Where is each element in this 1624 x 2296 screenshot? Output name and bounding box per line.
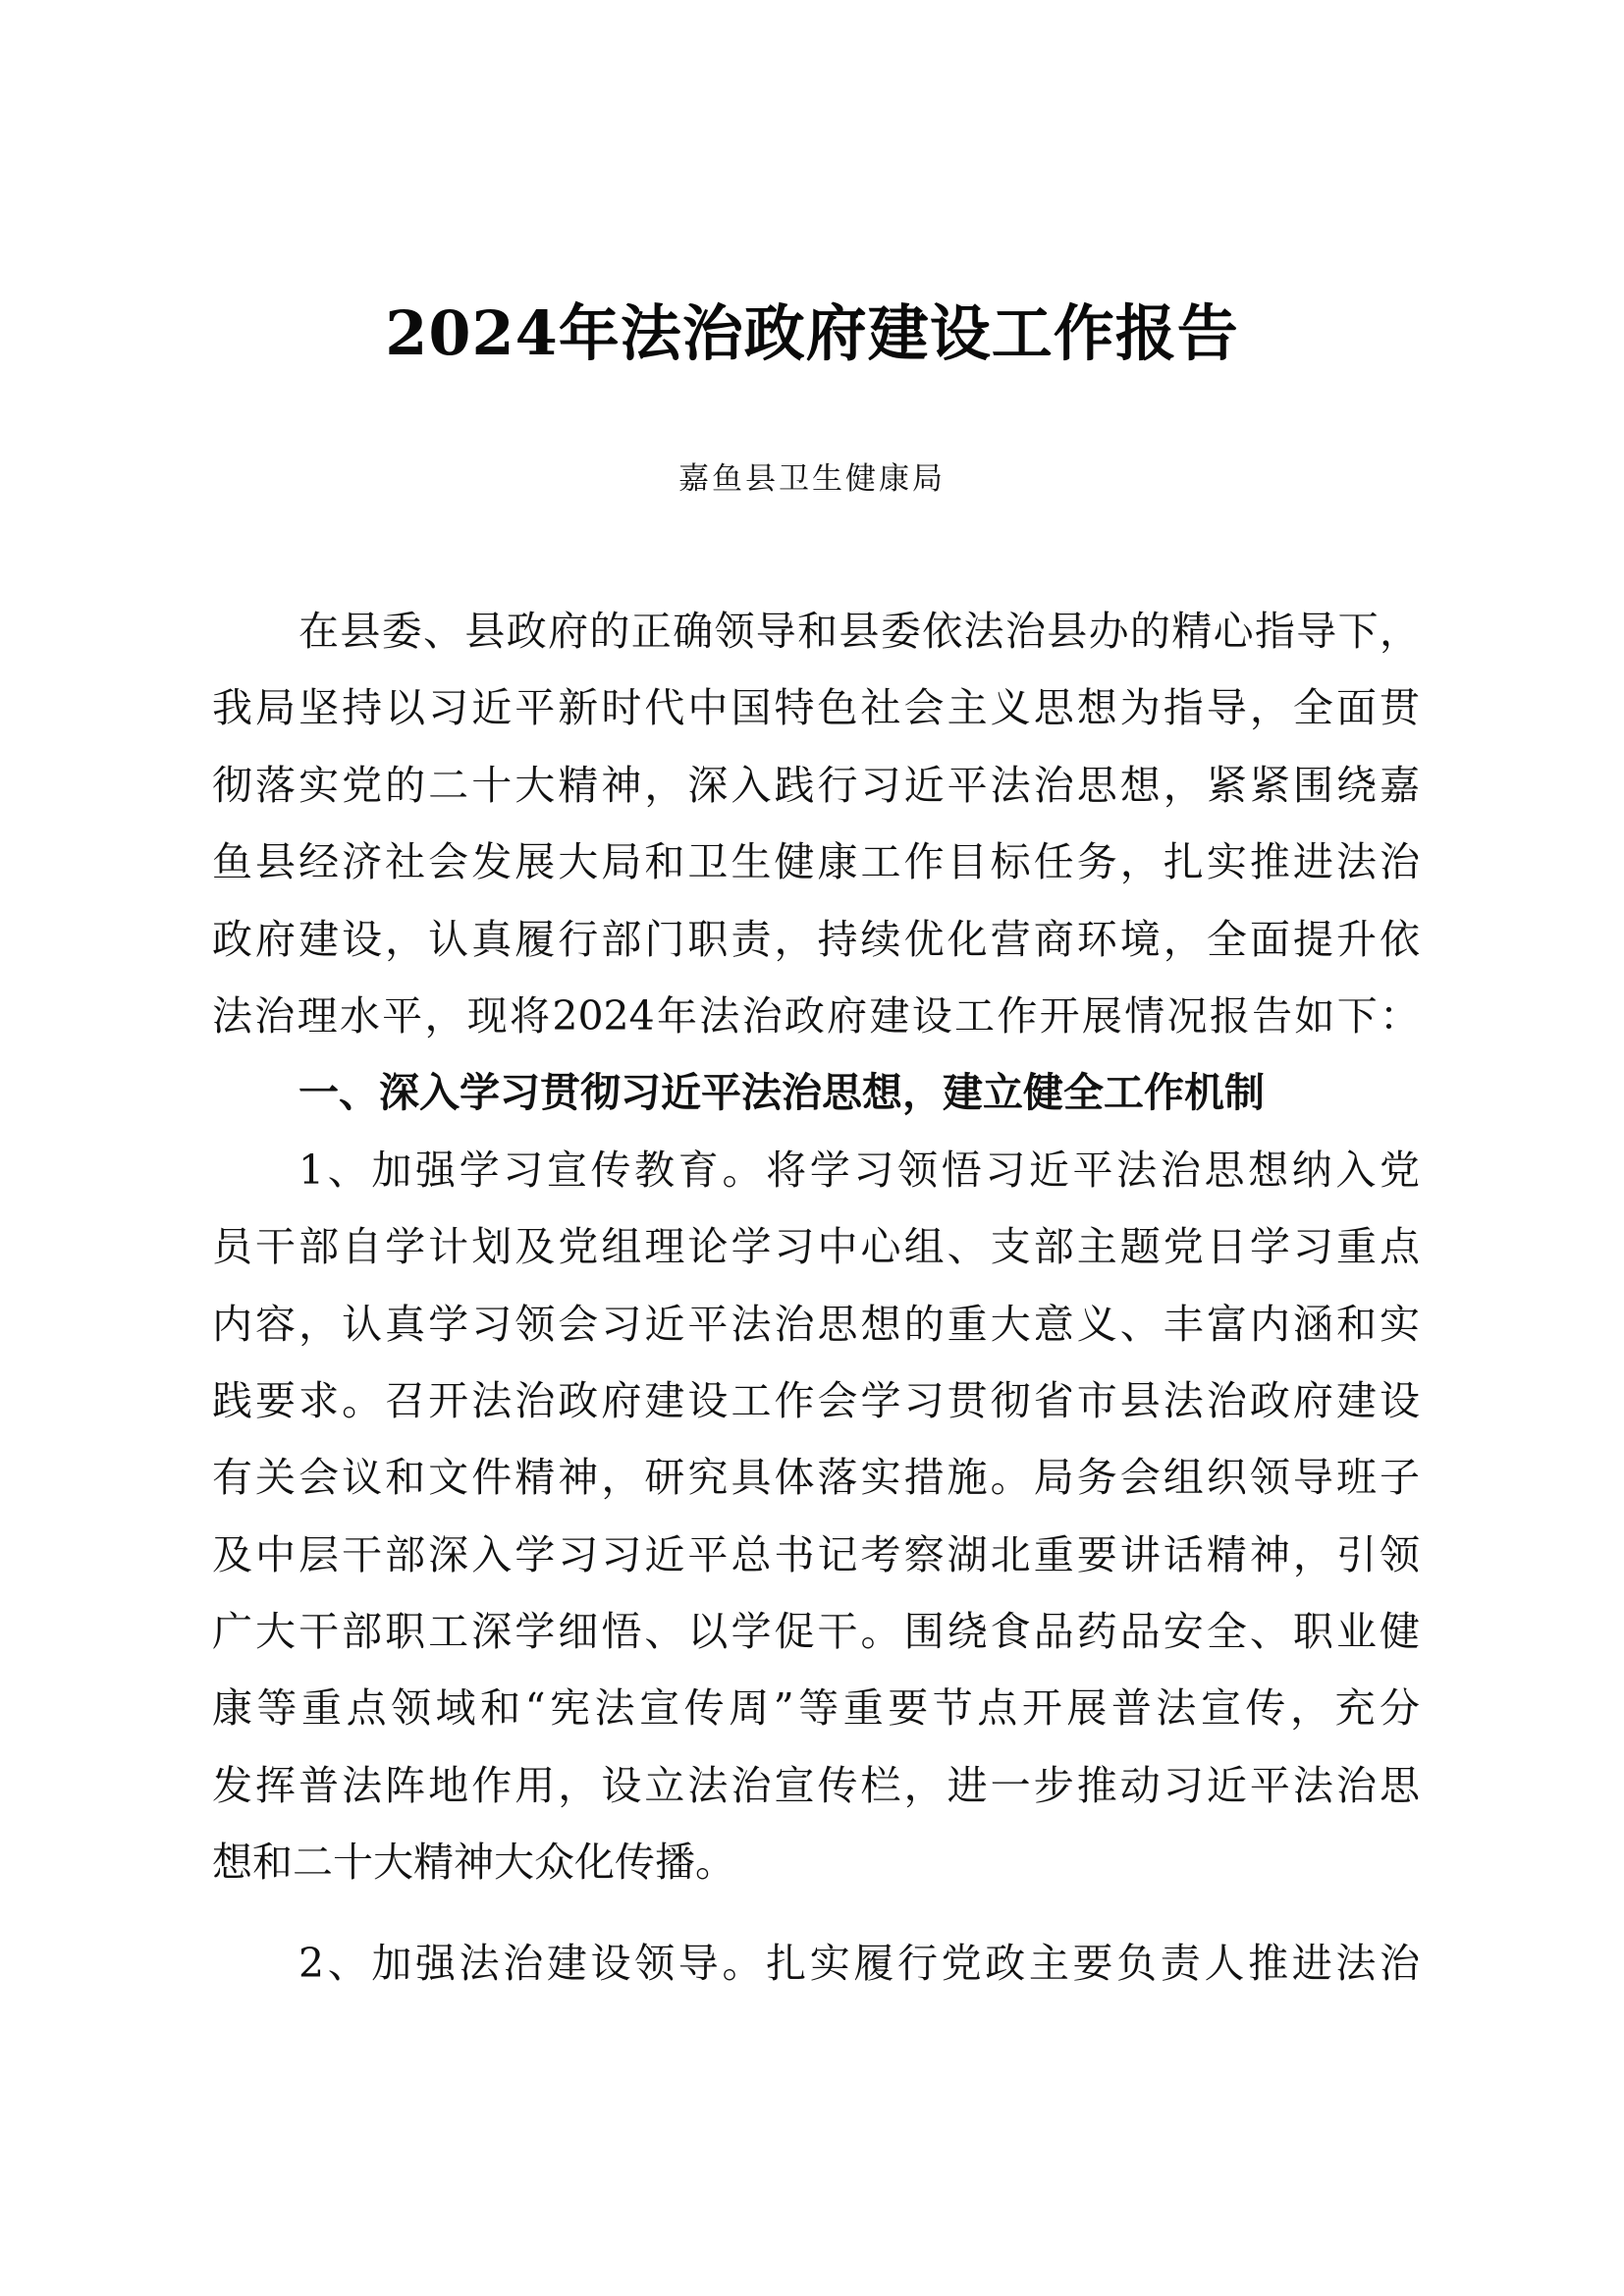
document-body [212, 593, 1420, 2002]
paragraph-line: 康等重点领域和“宪法宣传周”等重要节点开展普法宣传，充分 [212, 1684, 1420, 1733]
paragraph-line: 有关会议和文件精神，研究具体落实措施。局务会组织领导班子 [212, 1454, 1420, 1502]
paragraph-spacer [212, 1901, 1420, 1925]
paragraph-line: 发挥普法阵地作用，设立法治宣传栏，进一步推动习近平法治思 [212, 1761, 1420, 1809]
paragraph-line: 法治理水平，现将2024年法治政府建设工作开展情况报告如下： [212, 991, 1420, 1040]
paragraph-line: 鱼县经济社会发展大局和卫生健康工作目标任务，扎实推进法治 [212, 838, 1420, 886]
paragraph-line: 政府建设，认真履行部门职责，持续优化营商环境，全面提升依 [212, 915, 1420, 963]
paragraph-line: 在县委、县政府的正确领导和县委依法治县办的精心指导下， [298, 608, 1420, 655]
document-title: 2024年法治政府建设工作报告 [385, 297, 1239, 369]
paragraph-line: 践要求。召开法治政府建设工作会学习贯彻省市县法治政府建设 [212, 1376, 1420, 1424]
paragraph-line: 我局坚持以习近平新时代中国特色社会主义思想为指导，全面贯 [212, 684, 1420, 732]
paragraph-line: 员干部自学计划及党组理论学习中心组、支部主题党日学习重点 [212, 1223, 1420, 1271]
document-author: 嘉鱼县卫生健康局 [678, 461, 946, 497]
paragraph-line: 内容，认真学习领会习近平法治思想的重大意义、丰富内涵和实 [212, 1300, 1420, 1348]
paragraph-line: 彻落实党的二十大精神，深入践行习近平法治思想，紧紧围绕嘉 [212, 761, 1420, 809]
paragraph-line: 广大干部职工深学细悟、以学促干。围绕食品药品安全、职业健 [212, 1608, 1420, 1656]
paragraph-line: 及中层干部深入学习习近平总书记考察湖北重要讲话精神，引领 [212, 1530, 1420, 1578]
paragraph-line: 想和二十大精神大众化传播。 [212, 1839, 735, 1887]
paragraph-line: 2、加强法治建设领导。扎实履行党政主要负责人推进法治 [298, 1939, 1420, 1987]
section-heading: 一、深入学习贯彻习近平法治思想，建立健全工作机制 [298, 1069, 1265, 1117]
paragraph-line: 1、加强学习宣传教育。将学习领悟习近平法治思想纳入党 [298, 1146, 1420, 1194]
